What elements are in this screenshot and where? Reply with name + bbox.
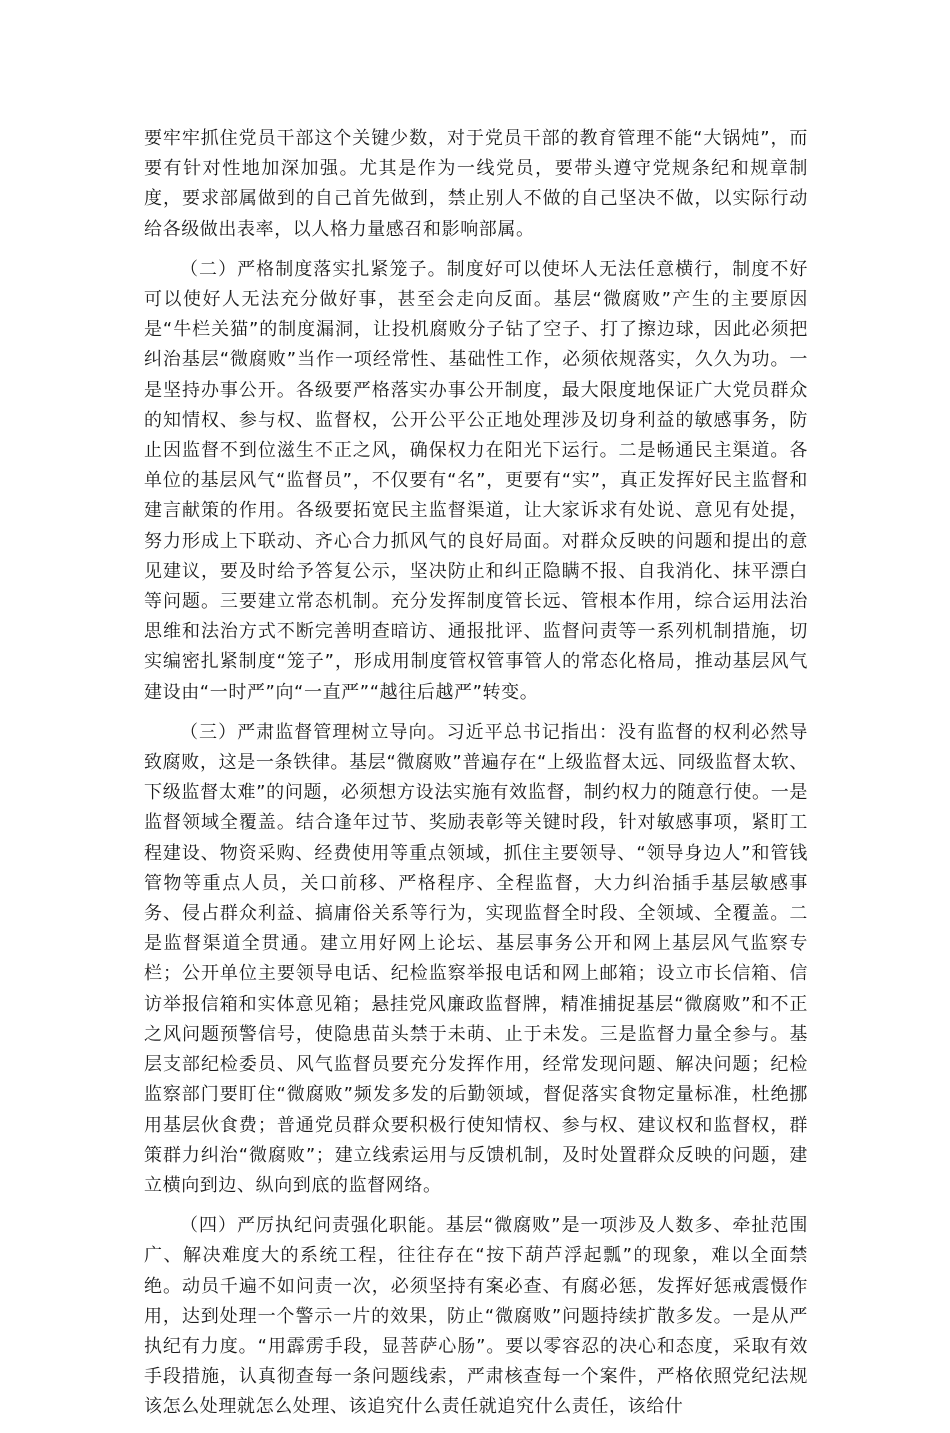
document-page <box>144 124 808 1433</box>
paragraph-section-4: （四）严厉执纪问责强化职能。基层“微腐败”是一项涉及人数多、牵扯范围广、解决难度大的系统工程，往往存在“按下葫芦浮起瓢”的现象，难以全面禁绝。动员千遍不如问责一次，必须坚持有案必查、有腐必惩，发挥好惩戒震慑作用，达到处理一个警示一片的效果，防止“微腐败”问题持续扩散多发。一是从严执纪有力度。“用霹雳手段，显菩萨心肠”。要以零容忍的决心和态度，采取有效手段措施，认真彻查每一条问题线索，严肃核查每一个案件，严格依照党纪法规该怎么处理就怎么处理、该追究什么责任就追究什么责任，该给什 <box>144 1215 808 1418</box>
paragraph-intro: 要牢牢抓住党员干部这个关键少数，对于党员干部的教育管理不能“大锅炖”，而要有针对性地加深加强。尤其是作为一线党员，要带头遵守党规条纪和规章制度，要求部属做到的自己首先做到，禁止别人不做的自己坚决不做，以实际行动给各级做出表率，以人格力量感召和影响部属。 <box>144 128 808 240</box>
paragraph-section-2: （二）严格制度落实扎紧笼子。制度好可以使坏人无法任意横行，制度不好可以使好人无法充分做好事，甚至会走向反面。基层“微腐败”产生的主要原因是“牛栏关猫”的制度漏洞，让投机腐败分子钻了空子、打了擦边球，因此必须把纠治基层“微腐败”当作一项经常性、基础性工作，必须依规落实，久久为功。一是坚持办事公开。各级要严格落实办事公开制度，最大限度地保证广大党员群众的知情权、参与权、监督权，公开公平公正地处理涉及切身利益的敏感事务，防止因监督不到位滋生不正之风，确保权力在阳光下运行。二是畅通民主渠道。各单位的基层风气“监督员”，不仅要有“名”，更要有“实”，真正发挥好民主监督和建言献策的作用。各级要拓宽民主监督渠道，让大家诉求有处说、意见有处提，努力形成上下联动、齐心合力抓风气的良好局面。对群众反映的问题和提出的意见建议，要及时给予答复公示，坚决防止和纠正隐瞒不报、自我消化、抹平漂白等问题。三要建立常态机制。充分发挥制度管长远、管根本作用，综合运用法治思维和法治方式不断完善明查暗访、通报批评、监督问责等一系列机制措施，切实编密扎紧制度“笼子”，形成用制度管权管事管人的常态化格局，推动基层风气建设由“一时严”向“一直严”“越往后越严”转变。 <box>144 258 808 703</box>
paragraph-section-3: （三）严肃监督管理树立导向。习近平总书记指出：没有监督的权利必然导致腐败，这是一条铁律。基层“微腐败”普遍存在“上级监督太远、同级监督太软、下级监督太难”的问题，必须想方设法实施有效监督，制约权力的随意行使。一是监督领域全覆盖。结合逢年过节、奖励表彰等关键时段，针对敏感事项，紧盯工程建设、物资采购、经费使用等重点领域，抓住主要领导、“领导身边人”和管钱管物等重点人员，关口前移、严格程序、全程监督，大力纠治插手基层敏感事务、侵占群众利益、搞庸俗关系等行为，实现监督全时段、全领域、全覆盖。二是监督渠道全贯通。建立用好网上论坛、基层事务公开和网上基层风气监察专栏；公开单位主要领导电话、纪检监察举报电话和网上邮箱；设立市长信箱、信访举报信箱和实体意见箱；悬挂党风廉政监督牌，精准捕捉基层“微腐败”和不正之风问题预警信号，使隐患苗头禁于未萌、止于未发。三是监督力量全参与。基层支部纪检委员、风气监督员要充分发挥作用，经常发现问题、解决问题；纪检监察部门要盯住“微腐败”频发多发的后勤领域，督促落实食物定量标准，杜绝挪用基层伙食费；普通党员群众要积极行使知情权、参与权、建议权和监督权，群策群力纠治“微腐败”；建立线索运用与反馈机制，及时处置群众反映的问题，建立横向到边、纵向到底的监督网络。 <box>144 721 808 1196</box>
